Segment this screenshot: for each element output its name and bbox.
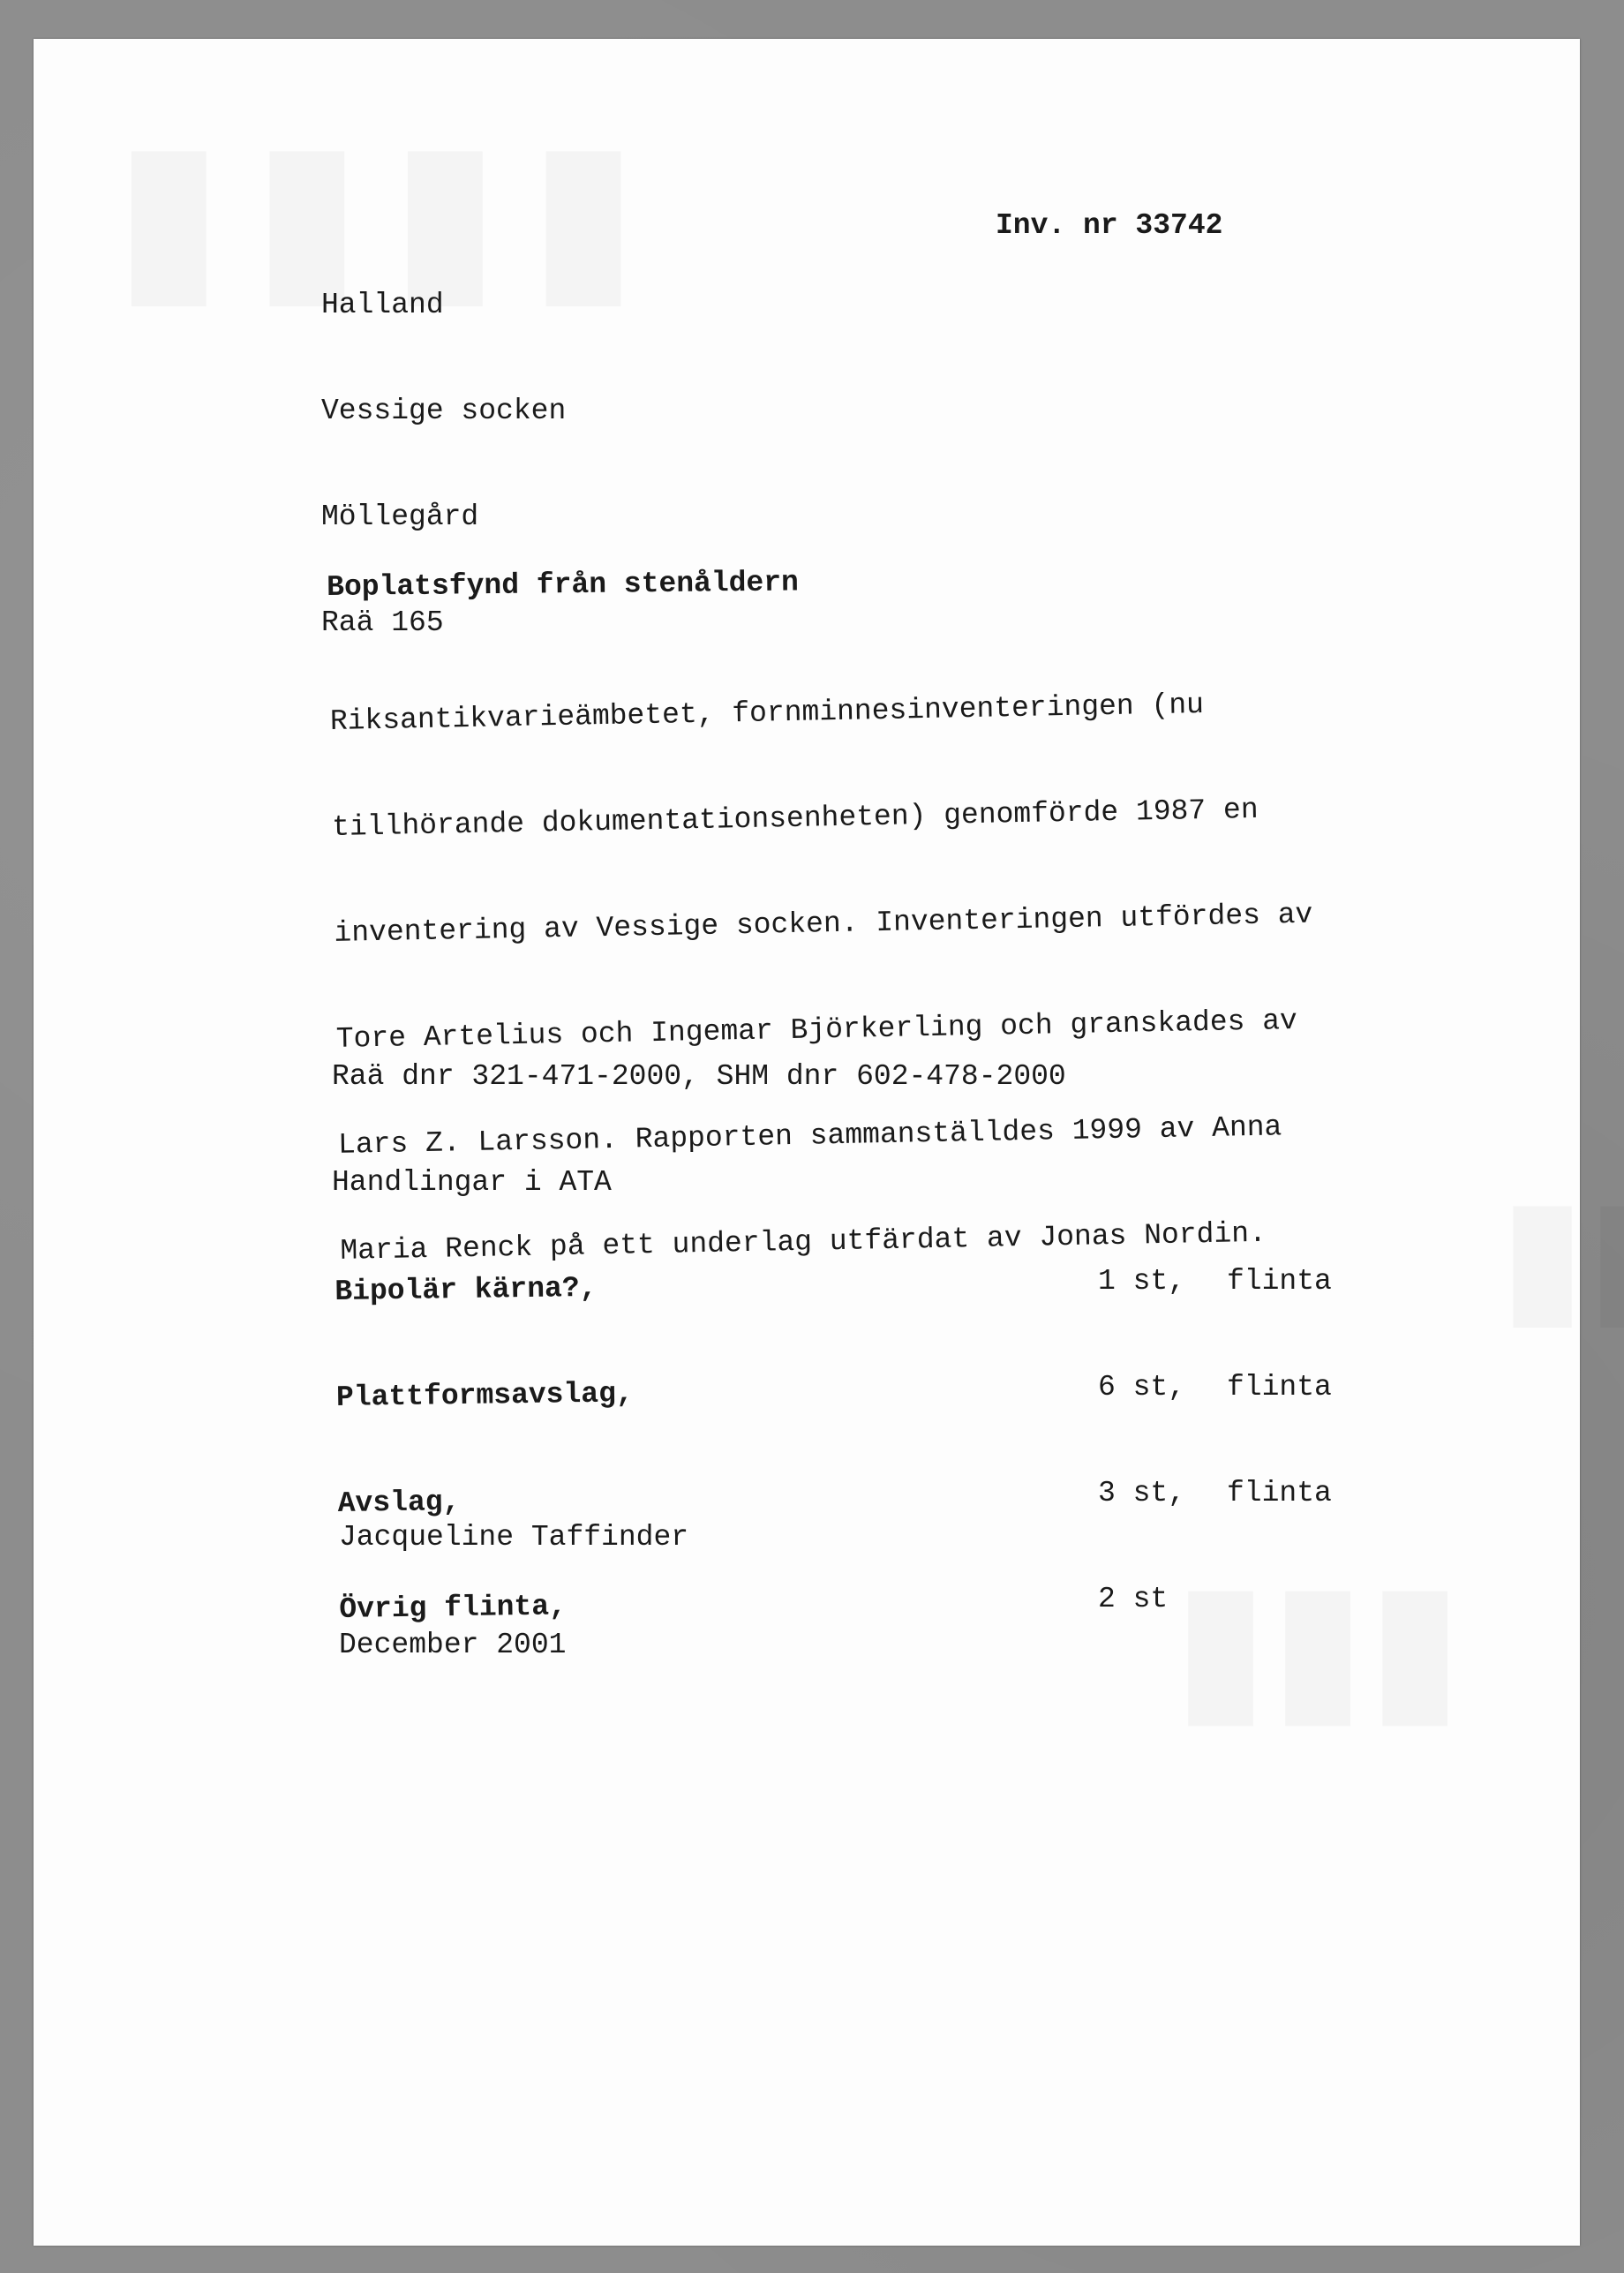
find-item: Avslag, [337,1486,461,1520]
find-quantity-row [1098,1370,1332,1405]
find-material: flinta [1227,1371,1332,1404]
find-quantity: 1 st, [1098,1265,1186,1298]
document-heading: Boplatsfynd från stenåldern [327,566,800,604]
references [332,989,1066,1236]
find-material: flinta [1227,1265,1332,1298]
find-quantity: 3 st, [1098,1477,1186,1509]
reference-line: Raä dnr 321-471-2000, SHM dnr 602-478-2000 [332,1060,1066,1093]
body-line: Tore Artelius och Ingemar Björkerling och granskades av [335,1005,1298,1056]
body-line: inventering av Vessige socken. Inventeringen utfördes av [334,898,1313,950]
body-line: tillhörande dokumentationsenheten) genomförde 1987 en [331,793,1259,844]
address-line: Möllegård [321,501,479,533]
find-quantity-row [1098,1582,1332,1617]
reference-line: Handlingar i ATA [332,1166,612,1199]
find-item: Övrig flinta, [339,1590,568,1626]
find-quantity: 2 st [1098,1583,1169,1615]
find-item: Bipolär kärna?, [335,1271,598,1308]
body-line: Riksantikvarieämbetet, fornminnesinventeringen (nu [329,688,1205,738]
find-quantity-row [1098,1264,1332,1299]
address-line: Vessige socken [321,395,567,427]
body-line: Maria Renck på ett underlag utfärdat av Jonas Nordin. [340,1216,1267,1268]
address-line: Raä 165 [321,606,444,639]
signature-block [339,1449,688,1700]
find-quantity: 6 st, [1098,1371,1186,1404]
author-name: Jacqueline Taffinder [339,1521,689,1554]
site-address [321,217,566,676]
find-material: flinta [1227,1477,1332,1509]
find-item: Plattformsavslag, [335,1377,634,1414]
finds-quantity-list [1098,1193,1332,1652]
find-quantity-row [1098,1476,1332,1511]
document-date: December 2001 [339,1629,567,1661]
address-line: Halland [321,289,444,321]
body-line: Lars Z. Larsson. Rapporten sammanställdes 1999 av Anna [337,1110,1282,1162]
inventory-number: Inv. nr 33742 [996,209,1223,242]
